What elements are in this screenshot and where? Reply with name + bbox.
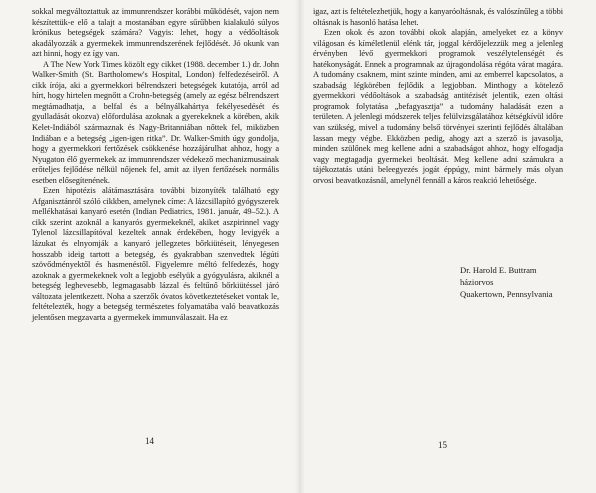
paragraph: A The New York Times közölt egy cikket (1988. december 1.) dr. John Walker-Smith (St. Bartholomew's Hospital, London) felfedezéseiről. A cikk írója, aki a gyermekkori bélrendszeri betegségek kutatója, arról ad hírt, hogy hirtelen megnőtt a Crohn-betegség (amely az egész bélrendszert megtámadhatja, a belfal és a bélnyálkahártya fekélyesedését és gyulladását okozva) előfordulása azoknak a gyerekeknek a körében, akik Kelet-Indiából származnak és Nagy-Britanniában nőttek fel, miközben Indiában e a betegség „igen-igen ritka”. Dr. Walker-Smith úgy gondolja, hogy a gyermekkori fertőzések csökkenése hozzájárulhat ahhoz, hogy a Nyugaton élő gyermekek az immunrendszer védekező mechanizmusainak erőteljes fejlődése nélkül nőjenek fel, amit az ilyen fertőzések normális esetben elősegítenének. (32, 59, 279, 185)
page-number: 14 (145, 436, 154, 446)
page-number: 15 (438, 440, 447, 450)
paragraph: igaz, azt is feltételezhetjük, hogy a kanyaróoltásnak, és valószínűleg a többi oltásnak is hasonló hatása lehet. (313, 7, 563, 27)
book-gutter (295, 0, 305, 493)
signature-block (460, 264, 553, 300)
paragraph: Ezen okok és azon további okok alapján, amelyeket ez a könyv világosan és kíméletlenül elénk tár, joggal kérdőjelezzük meg a jelenleg érvényben lévő gyermekkori programok veszélytelenségét és hatékonyságát. Ennek a programnak az újragondolása régóta várat magára. A tudomány csaknem, mint szinte minden, ami az emberrel kapcsolatos, a szabadság légkörében fejlődik a legjobban. Minthogy a kötelező gyermekkori védőoltások a szabadság antitézisét jelentik, ezen oltási programok folytatása „befagyasztja” a tudomány haladását ezen a területen. A jelenlegi módszerek teljes felülvizsgálatához kétségkívül időre van szükség, mivel a tudomány belső törvényei szerinti fejlődés általában lassan megy végbe. Ekközben pedig, ahogy azt a szerző is javasolja, minden szülőnek meg kellene adni a szabadságot ahhoz, hogy elfogadja vagy megtagadja gyermekei beoltását. Meg kellene adni számukra a tájékoztatás utáni beleegyezés jogát éppúgy, mint bármely más olyan orvosi beavatkozásnál, amelynél fennáll a káros reakció lehetősége. (313, 28, 563, 185)
signature-place: Quakertown, Pennsylvania (460, 289, 553, 299)
signature-role: háziorvos (460, 277, 494, 287)
left-page-text (32, 7, 279, 323)
signature-name: Dr. Harold E. Buttram (460, 265, 537, 275)
right-page (300, 0, 596, 493)
paragraph: sokkal megváltoztattuk az immunrendszer korábbi működését, vajon nem készítettük-e elő a talajt a mostanában egyre sűrűbben kialakuló súlyos krónikus betegségek számára? Vagyis: lehet, hogy a védőoltások akadályozzák a gyermekek immunrendszerének fejlődését. Jó okunk van azt hinni, hogy ez így van. (32, 7, 279, 59)
paragraph: Ezen hipotézis alátámasztására további bizonyíték található egy Afganisztánról szóló cikkben, amelynek címe: A lázcsillapító gyógyszerek mellékhatásai kanyaró esetén (Indian Pediatrics, 1981. január, 49–52.). A cikk szerint azoknál a kanyarós gyermekeknél, akiket aszpirinnel vagy Tylenol lázcsillapítóval kezeltek annak érdekében, hogy levigyék a lázukat és elnyomják a kanyaró jellegzetes bőrkiütéseit, lényegesen hosszabb ideig tartott a betegség, és gyakrabban szenvedtek légúti szövődményektől és hasmenéstől. Figyelemre méltó felfedezés, hogy azoknak a gyermekeknek volt a legjobb esélyük a gyógyulásra, akiknél a betegség leghevesebb, legmagasabb lázzal és feltűnő bőrkiütéssel járó változata jelentkezett. Noha a szerzők óvatos következtetéseket vontak le, feltételezték, hogy a betegség természetes folyamatába való beavatkozás jelentősen megzavarta a gyermekek immunválaszait. Ha ez (32, 186, 279, 322)
right-page-text (313, 7, 563, 186)
